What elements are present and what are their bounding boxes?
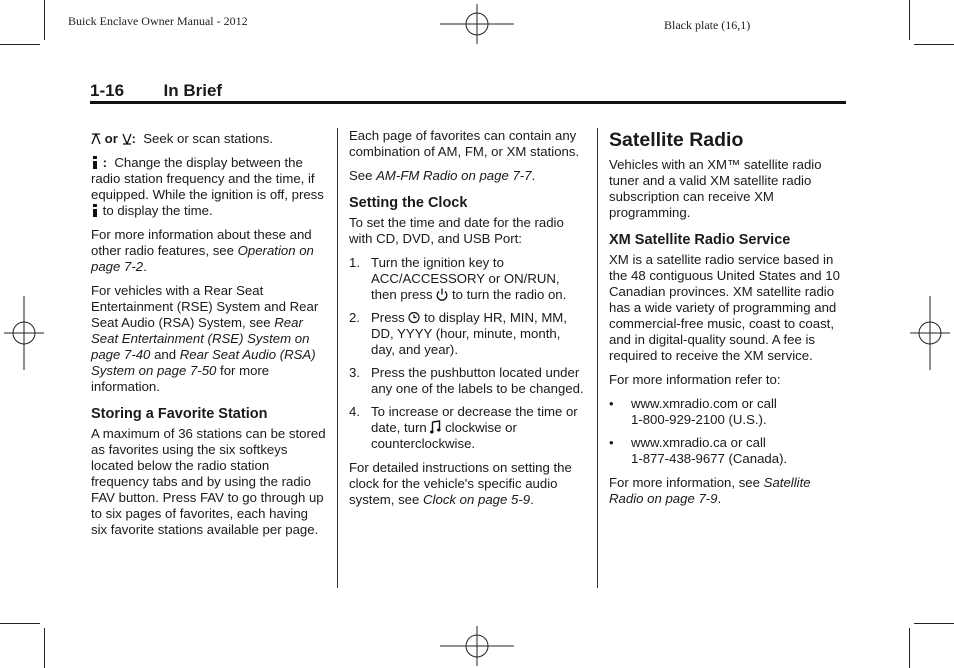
step-text: Press the pushbutton located under any one of the labels to be changed. xyxy=(371,365,584,396)
xm-contacts xyxy=(609,396,847,467)
more-info-end: . xyxy=(143,259,147,274)
rse-and: and xyxy=(154,347,177,362)
seek-back-icon xyxy=(91,133,101,145)
seek-paragraph xyxy=(91,131,327,147)
crop-mark xyxy=(44,628,45,668)
step-number: 1. xyxy=(349,255,360,270)
list-item xyxy=(349,404,587,452)
registration-mark-icon xyxy=(910,296,950,370)
operation-link[interactable]: Operation on page 7-2 xyxy=(91,243,314,274)
contact-line: 1-877-438-9677 (Canada). xyxy=(631,451,788,466)
info-icon xyxy=(91,156,99,169)
step-text: to display HR, MIN, MM, DD, YYYY (hour, minute, month, day, and year). xyxy=(371,310,567,357)
column-divider xyxy=(337,128,338,588)
crop-mark xyxy=(0,623,40,624)
info-text-a: Change the display between the radio station frequency and the time, if equipped. While the ignition is off, press xyxy=(91,155,324,202)
info-paragraph xyxy=(91,155,327,219)
section-title: In Brief xyxy=(163,81,223,100)
tune-knob-icon xyxy=(430,420,441,434)
xm-heading: XM Satellite Radio Service xyxy=(609,232,791,248)
column-divider xyxy=(597,128,598,588)
more-text: For more information, see xyxy=(609,475,760,490)
registration-mark-icon xyxy=(440,626,514,666)
xm-text: XM is a satellite radio service based in the 48 contiguous United States and 10 Canadian provinces. XM satellite radio has a wide variety of programming and commercial-free music, coast to coast, and in digital-quality sound. A fee is required to receive the XM service. xyxy=(609,252,840,363)
rse-text: For vehicles with a Rear Seat Entertainment (RSE) System and Rear Seat Audio (RSA) System, see xyxy=(91,283,319,330)
registration-mark-icon xyxy=(4,296,44,370)
am-fm-link[interactable]: AM-FM Radio on page 7-7 xyxy=(376,168,532,183)
step-text: To increase or decrease the time or date, turn xyxy=(371,404,578,435)
page-number: 1-16 xyxy=(90,81,125,100)
clock-steps xyxy=(349,255,587,452)
clock-heading: Setting the Clock xyxy=(349,195,468,211)
detail-text: For detailed instructions on setting the clock for the vehicle's specific audio system, see xyxy=(349,460,572,507)
crop-mark xyxy=(914,623,954,624)
rse-paragraph xyxy=(91,283,327,395)
step-text: clockwise or counterclockwise. xyxy=(371,420,517,451)
column-1 xyxy=(91,131,327,546)
list-item xyxy=(349,255,587,303)
satellite-heading: Satellite Radio xyxy=(609,129,744,151)
page-heading xyxy=(90,81,222,101)
clock-icon xyxy=(408,311,420,324)
step-number: 2. xyxy=(349,310,360,325)
clock-intro: To set the time and date for the radio with CD, DVD, and USB Port: xyxy=(349,215,564,246)
list-item xyxy=(609,435,847,467)
info-colon: : xyxy=(102,155,108,170)
column-2 xyxy=(349,128,587,516)
seek-text: Seek or scan stations. xyxy=(143,131,274,146)
contact-line[interactable]: www.xmradio.ca or call xyxy=(631,435,766,450)
step-number: 4. xyxy=(349,404,360,419)
favorite-text: A maximum of 36 stations can be stored as favorites using the six softkeys located below the radio station frequency tabs and by using the radio FAV button. Press FAV to go through up to six pages of favorites, each having six favorite stations available per page. xyxy=(91,426,326,537)
am-fm-end: . xyxy=(531,168,536,183)
satellite-intro: Vehicles with an XM™ satellite radio tuner and a valid XM satellite radio subscription can receive XM programming. xyxy=(609,157,822,220)
heading-rule xyxy=(90,101,846,104)
bullet: • xyxy=(609,396,614,411)
detail-end: . xyxy=(530,492,534,507)
rsa-link[interactable]: Rear Seat Audio (RSA) System on page 7-50 xyxy=(91,347,316,378)
seek-forward-icon xyxy=(122,133,132,145)
step-number: 3. xyxy=(349,365,360,380)
am-fm-paragraph xyxy=(349,168,587,184)
see-text: See xyxy=(349,168,373,183)
crop-mark xyxy=(44,0,45,40)
info-icon xyxy=(91,204,99,217)
contact-line: 1-800-929-2100 (U.S.). xyxy=(631,412,767,427)
list-item xyxy=(349,365,587,397)
list-item xyxy=(609,396,847,428)
rse-end: for more information. xyxy=(91,363,270,394)
power-icon xyxy=(436,288,448,301)
more-info-text: For more information about these and other radio features, see xyxy=(91,227,312,258)
manual-title: Buick Enclave Owner Manual - 2012 xyxy=(68,14,248,28)
more-end: . xyxy=(717,491,722,506)
more-info-paragraph xyxy=(91,227,327,275)
crop-mark xyxy=(914,44,954,45)
step-text: Turn the ignition key to ACC/ACCESSORY or ON/RUN, then press xyxy=(371,255,560,302)
step-text: Press xyxy=(371,310,405,325)
bullet: • xyxy=(609,435,614,450)
info-text-b: to display the time. xyxy=(102,203,213,218)
refer-text: For more information refer to: xyxy=(609,372,781,387)
column-3 xyxy=(609,128,847,515)
rse-link[interactable]: Rear Seat Entertainment (RSE) System on page 7-40 xyxy=(91,315,310,362)
clock-link[interactable]: Clock on page 5-9 xyxy=(423,492,531,507)
crop-mark xyxy=(909,628,910,668)
favorite-heading: Storing a Favorite Station xyxy=(91,406,268,422)
seek-or: or xyxy=(104,131,118,146)
crop-mark xyxy=(0,44,40,45)
crop-mark xyxy=(909,0,910,40)
favorite-page-text: Each page of favorites can contain any combination of AM, FM, or XM stations. xyxy=(349,128,580,159)
more-info-paragraph xyxy=(609,475,847,507)
list-item xyxy=(349,310,587,358)
satellite-link[interactable]: Satellite Radio on page 7-9 xyxy=(609,475,811,506)
step-text: to turn the radio on. xyxy=(451,287,567,302)
plate-label: Black plate (16,1) xyxy=(664,18,751,32)
seek-colon: : xyxy=(131,131,136,146)
detail-paragraph xyxy=(349,460,587,508)
registration-mark-icon xyxy=(440,4,514,44)
contact-line[interactable]: www.xmradio.com or call xyxy=(631,396,777,411)
